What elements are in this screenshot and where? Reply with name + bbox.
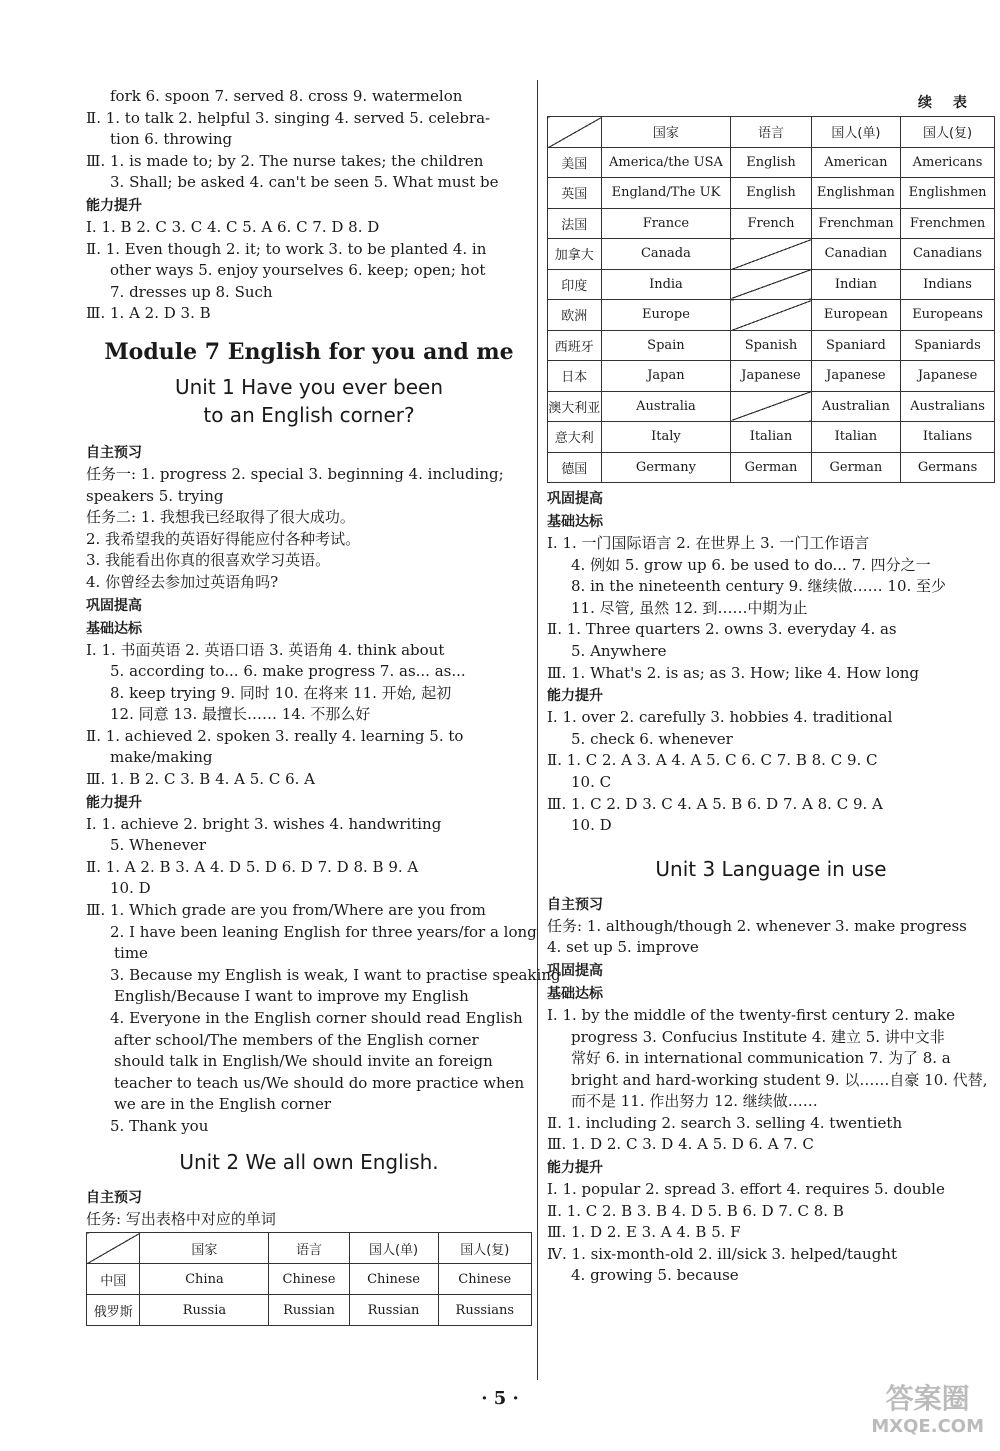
table-cell: [731, 300, 811, 331]
table-cell: England/The UK: [601, 178, 731, 209]
table-cell: Australians: [901, 391, 995, 422]
answer-line: Ⅲ. 1. D 2. E 3. A 4. B 5. F: [547, 1223, 741, 1242]
row-label-cell: 澳大利亚: [548, 391, 602, 422]
table-cell: Italians: [901, 422, 995, 453]
answer-line: 4. 例如 5. grow up 6. be used to do... 7. 四分之一: [571, 555, 931, 574]
table-cell: English: [731, 178, 811, 209]
row-label-cell: 美国: [548, 147, 602, 178]
answer-line: Ⅱ. 1. Even though 2. it; to work 3. to be planted 4. in: [86, 239, 487, 258]
answer-lines: [86, 86, 532, 194]
answer-line: 7. dresses up 8. Such: [110, 282, 273, 301]
table-row: [548, 452, 995, 483]
table-row: [548, 269, 995, 300]
table-cell: Spanish: [731, 330, 811, 361]
answer-line: 10. D: [571, 816, 612, 835]
answer-line: Ⅲ. 1. B 2. C 3. B 4. A 5. C 6. A: [86, 770, 315, 789]
unit3-title: Unit 3 Language in use: [655, 856, 887, 881]
answer-lines: [86, 464, 532, 594]
table-cell: European: [811, 300, 900, 331]
answer-line: Ⅱ. 1. A 2. B 3. A 4. D 5. D 6. D 7. D 8. B 9. A: [86, 857, 419, 876]
answer-line: Ⅲ. 1. What's 2. is as; as 3. How; like 4. How long: [547, 663, 920, 682]
answer-line: Ⅲ. 1. A 2. D 3. B: [86, 304, 211, 323]
section-heading: 基础达标: [547, 985, 603, 1002]
table-header-cell: 国家: [601, 117, 731, 148]
table-header-cell: 国人(单): [349, 1233, 438, 1264]
section-heading: 自主预习: [547, 896, 603, 913]
table-row: [548, 300, 995, 331]
answer-lines: [547, 707, 995, 837]
answer-line: we are in the English corner: [114, 1095, 332, 1114]
answer-line: 5. check 6. whenever: [571, 729, 733, 748]
answer-line: Ⅲ. 1. is made to; by 2. The nurse takes; the children: [86, 151, 484, 170]
continued-label: 续 表: [918, 95, 975, 111]
table-row: [548, 178, 995, 209]
row-label-cell: 法国: [548, 208, 602, 239]
answer-line: tion 6. throwing: [110, 130, 233, 149]
unit1-title-line1: Unit 1 Have you ever been: [174, 374, 444, 399]
answer-lines: [547, 1005, 995, 1156]
answer-line: Ⅱ. 1. to talk 2. helpful 3. singing 4. served 5. celebra-: [86, 108, 491, 127]
answer-line: Ⅰ. 1. popular 2. spread 3. effort 4. requires 5. double: [547, 1180, 945, 1199]
table-cell: Japanese: [731, 361, 811, 392]
table-cell: France: [601, 208, 731, 239]
section-heading: 能力提升: [86, 197, 142, 214]
table-cell: Chinese: [349, 1264, 438, 1295]
table-cell: German: [731, 452, 811, 483]
table-cell: Italy: [601, 422, 731, 453]
answer-line: Ⅱ. 1. C 2. A 3. A 4. A 5. C 6. C 7. B 8. C 9. C: [547, 751, 878, 770]
table-cell: Italian: [811, 422, 900, 453]
answer-line: Ⅲ. 1. Which grade are you from/Where are you from: [86, 901, 486, 920]
answer-line: Ⅱ. 1. including 2. search 3. selling 4. twentieth: [547, 1113, 903, 1132]
table-cell: Russia: [140, 1295, 269, 1326]
table-cell: Spain: [601, 330, 731, 361]
answer-line: should talk in English/We should invite an foreign: [114, 1052, 493, 1071]
page-number: · 5 ·: [481, 1388, 519, 1409]
table-cell: Germany: [601, 452, 731, 483]
table-cell: American: [811, 147, 900, 178]
answer-line: Ⅰ. 1. by the middle of the twenty-first century 2. make: [547, 1005, 955, 1024]
watermark-top: 答案圈: [885, 1382, 970, 1415]
answer-line: 3. Because my English is weak, I want to practise speaking: [110, 965, 561, 984]
table-header-row: [87, 1233, 532, 1264]
answer-line: 而不是 11. 作出努力 12. 继续做……: [571, 1092, 818, 1111]
answer-line: 任务一: 1. progress 2. special 3. beginning 4. including;: [86, 464, 504, 483]
row-label-cell: 德国: [548, 452, 602, 483]
section-heading: 能力提升: [547, 688, 603, 705]
table-cell: [731, 269, 811, 300]
answer-line: Ⅲ. 1. D 2. C 3. D 4. A 5. D 6. A 7. C: [547, 1135, 814, 1154]
table-cell: Canada: [601, 239, 731, 270]
table-header-cell: 国人(复): [901, 117, 995, 148]
answer-line: 任务二: 1. 我想我已经取得了很大成功。: [86, 508, 355, 527]
answer-lines: [547, 1179, 995, 1287]
table-cell: [731, 239, 811, 270]
section-heading: 巩固提高: [547, 491, 603, 507]
answer-line: 4. 你曾经去参加过英语角吗?: [86, 572, 279, 591]
unit1-title-line2: to an English corner?: [203, 402, 415, 427]
answer-line: Ⅱ. 1. achieved 2. spoken 3. really 4. learning 5. to: [86, 726, 464, 745]
answer-line: Ⅱ. 1. Three quarters 2. owns 3. everyday 4. as: [547, 620, 897, 639]
answer-line: time: [114, 944, 148, 963]
table-cell: [731, 391, 811, 422]
left-column: [86, 86, 561, 1326]
answer-line: Ⅰ. 1. achieve 2. bright 3. wishes 4. handwriting: [86, 814, 442, 833]
table-cell: Frenchmen: [901, 208, 995, 239]
answer-line: progress 3. Confucius Institute 4. 建立 5. 讲中文非: [571, 1027, 945, 1046]
answer-lines: [86, 814, 561, 1138]
table-header-cell: 语言: [731, 117, 811, 148]
table-row: [548, 239, 995, 270]
answer-line: after school/The members of the English corner: [114, 1030, 479, 1049]
section-heading: 自主预习: [86, 444, 142, 461]
answer-line: fork 6. spoon 7. served 8. cross 9. watermelon: [110, 87, 463, 105]
row-label-cell: 欧洲: [548, 300, 602, 331]
answer-line: Ⅲ. 1. C 2. D 3. C 4. A 5. B 6. D 7. A 8. C 9. A: [547, 794, 883, 813]
table-cell: Americans: [901, 147, 995, 178]
answer-line: 2. I have been leaning English for three years/for a long: [110, 922, 537, 941]
table-header-row: [548, 117, 995, 148]
table-cell: Germans: [901, 452, 995, 483]
answer-line: 8. keep trying 9. 同时 10. 在将来 11. 开始, 起初: [110, 683, 452, 702]
answer-line: 4. set up 5. improve: [547, 938, 699, 957]
table-row: [548, 391, 995, 422]
table-header-cell: 语言: [269, 1233, 349, 1264]
answer-line: Ⅰ. 1. 一门国际语言 2. 在世界上 3. 一门工作语言: [547, 534, 870, 552]
table-cell: Europeans: [901, 300, 995, 331]
unit2-title: Unit 2 We all own English.: [179, 1149, 439, 1174]
section-heading: 巩固提高: [86, 597, 142, 614]
answer-line: 5. Whenever: [110, 836, 207, 855]
row-label-cell: 加拿大: [548, 239, 602, 270]
answer-line: Ⅰ. 1. over 2. carefully 3. hobbies 4. traditional: [547, 708, 893, 727]
table-cell: Spaniard: [811, 330, 900, 361]
right-column: [547, 116, 995, 1287]
table-cell: Canadian: [811, 239, 900, 270]
table-cell: French: [731, 208, 811, 239]
answer-line: 5. Anywhere: [571, 641, 667, 660]
answer-line: 4. growing 5. because: [571, 1266, 739, 1285]
table-header-cell: 国人(单): [811, 117, 900, 148]
section-heading: 能力提升: [547, 1160, 603, 1177]
section-heading: 基础达标: [86, 620, 142, 637]
section-heading: 自主预习: [86, 1189, 142, 1206]
section-heading: 基础达标: [547, 514, 603, 530]
answer-line: 12. 同意 13. 最擅长…… 14. 不那么好: [110, 705, 371, 724]
answer-line: make/making: [110, 748, 213, 767]
answer-lines: [86, 640, 532, 791]
country-table-left: [86, 1232, 532, 1326]
table-cell: Australia: [601, 391, 731, 422]
answer-line: 常好 6. in international communication 7. 为了 8. a: [571, 1049, 951, 1068]
table-cell: Russian: [269, 1295, 349, 1326]
table-cell: Japan: [601, 361, 731, 392]
answer-line: 11. 尽管, 虽然 12. 到……中期为止: [571, 598, 808, 617]
section-heading: 巩固提高: [547, 962, 603, 979]
column-divider: [537, 80, 538, 1380]
answer-line: bright and hard-working student 9. 以……自豪 10. 代替,: [571, 1070, 988, 1089]
table-cell: Australian: [811, 391, 900, 422]
table-cell: German: [811, 452, 900, 483]
table-row: [548, 361, 995, 392]
answer-line: speakers 5. trying: [86, 486, 224, 505]
table-cell: Europe: [601, 300, 731, 331]
table-row: [548, 147, 995, 178]
answer-line: Ⅳ. 1. six-month-old 2. ill/sick 3. helped/taught: [547, 1244, 897, 1263]
answer-line: 任务: 1. although/though 2. whenever 3. make progress: [547, 916, 967, 935]
table-cell: America/the USA: [601, 147, 731, 178]
table-cell: China: [140, 1264, 269, 1295]
table-cell: Englishman: [811, 178, 900, 209]
table-cell: Frenchman: [811, 208, 900, 239]
answer-line: 8. in the nineteenth century 9. 继续做…… 10. 至少: [571, 577, 947, 596]
answer-lines: [547, 533, 995, 684]
row-label-cell: 英国: [548, 178, 602, 209]
table-cell: Chinese: [269, 1264, 349, 1295]
answer-line: teacher to teach us/We should do more practice when: [114, 1073, 525, 1092]
answer-line: Ⅰ. 1. B 2. C 3. C 4. C 5. A 6. C 7. D 8. D: [86, 217, 380, 236]
answer-line: 3. 我能看出你真的很喜欢学习英语。: [86, 551, 331, 570]
table-cell: Indians: [901, 269, 995, 300]
country-table-right: [547, 116, 995, 483]
table-cell: Russians: [438, 1295, 531, 1326]
row-label-cell: 日本: [548, 361, 602, 392]
table-cell: India: [601, 269, 731, 300]
watermark-bottom: MXQE.COM: [871, 1416, 984, 1437]
answer-line: English/Because I want to improve my English: [114, 987, 469, 1006]
answer-line: Ⅱ. 1. C 2. B 3. B 4. D 5. B 6. D 7. C 8. B: [547, 1201, 844, 1220]
row-label-cell: 中国: [87, 1264, 140, 1295]
answer-line: 2. 我希望我的英语好得能应付各种考试。: [86, 529, 361, 548]
table-cell: English: [731, 147, 811, 178]
table-cell: Japanese: [901, 361, 995, 392]
table-cell: Japanese: [811, 361, 900, 392]
answer-line: 4. Everyone in the English corner should read English: [110, 1009, 523, 1027]
table-row: [548, 422, 995, 453]
task-line: 任务: 写出表格中对应的单词: [86, 1209, 276, 1228]
table-cell: Chinese: [438, 1264, 531, 1295]
table-cell: Spaniards: [901, 330, 995, 361]
table-row: [548, 330, 995, 361]
table-cell: Russian: [349, 1295, 438, 1326]
table-row: [548, 208, 995, 239]
answer-line: other ways 5. enjoy yourselves 6. keep; open; hot: [110, 261, 486, 280]
answer-line: 3. Shall; be asked 4. can't be seen 5. What must be: [110, 173, 499, 192]
row-label-cell: 意大利: [548, 422, 602, 453]
table-row: [87, 1295, 532, 1326]
table-header-cell: 国家: [140, 1233, 269, 1264]
table-header-cell: 国人(复): [438, 1233, 531, 1264]
table-cell: Canadians: [901, 239, 995, 270]
answer-line: 5. according to... 6. make progress 7. as... as...: [110, 662, 466, 681]
answer-line: 5. Thank you: [110, 1116, 209, 1135]
table-cell: Englishmen: [901, 178, 995, 209]
answer-line: Ⅰ. 1. 书面英语 2. 英语口语 3. 英语角 4. think about: [86, 640, 445, 659]
table-cell: Italian: [731, 422, 811, 453]
row-label-cell: 印度: [548, 269, 602, 300]
watermark: [871, 1382, 984, 1441]
table-corner-cell: [548, 117, 602, 148]
table-row: [87, 1264, 532, 1295]
module-title: Module 7 English for you and me: [104, 338, 514, 365]
section-heading: 能力提升: [86, 794, 142, 811]
row-label-cell: 西班牙: [548, 330, 602, 361]
answer-line: 10. D: [110, 879, 151, 898]
table-cell: Indian: [811, 269, 900, 300]
answer-lines: [547, 916, 995, 959]
answer-line: 10. C: [571, 772, 612, 791]
table-corner-cell: [87, 1233, 140, 1264]
answer-lines: [86, 217, 532, 325]
row-label-cell: 俄罗斯: [87, 1295, 140, 1326]
